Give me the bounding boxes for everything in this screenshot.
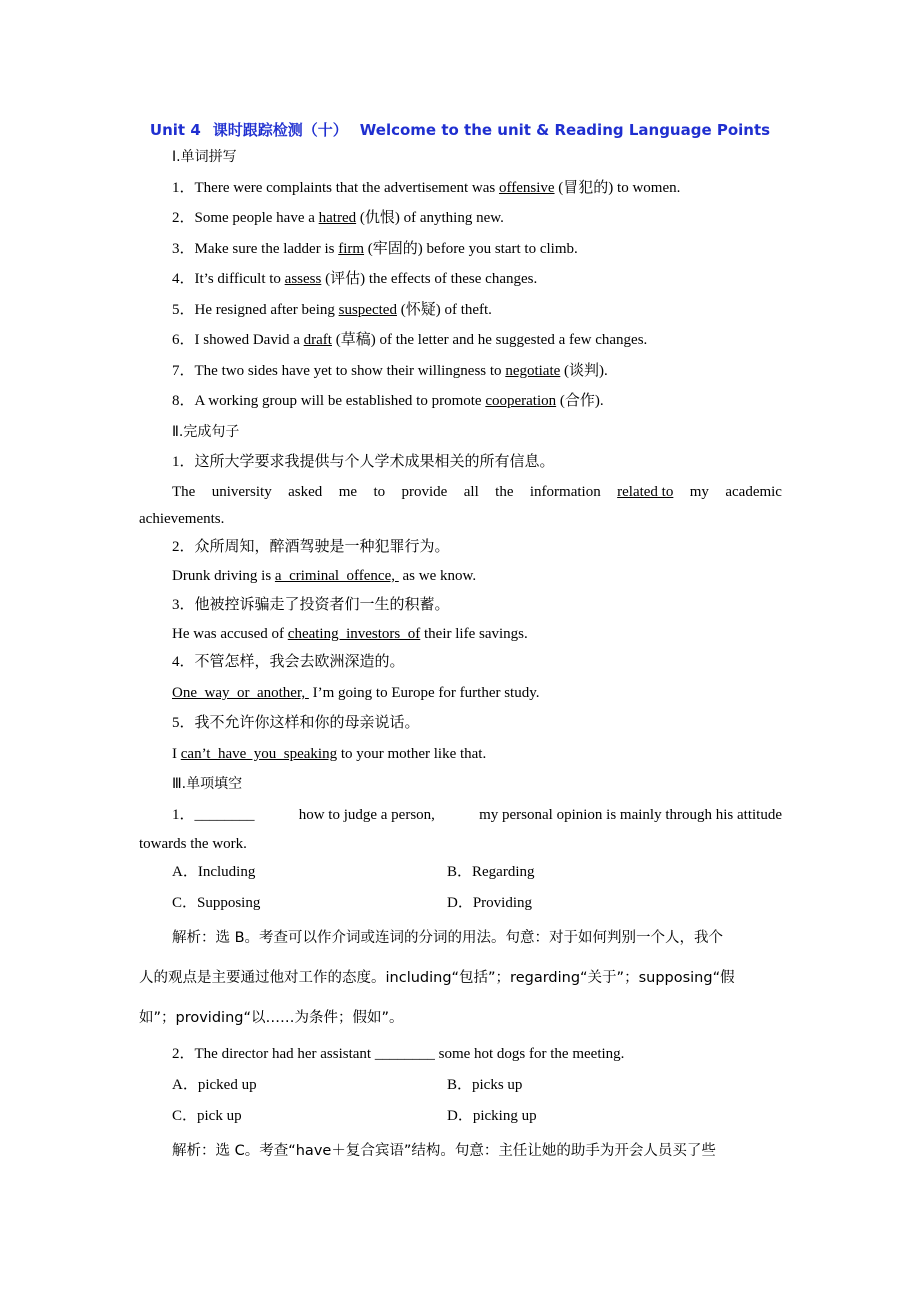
- sentence-word: The: [172, 484, 196, 500]
- sentence-answer: cheating investors of: [287, 626, 421, 642]
- item-text: (牢固的) before you start to climb.: [364, 241, 578, 257]
- q2-explanation-line1: 解析：选 C。考查“have＋复合宾语”结构。句意：主任让她的助手为开会人员买了些: [172, 1143, 716, 1159]
- sentence-word: all: [463, 484, 479, 500]
- item-text: A working group will be established to promote: [194, 393, 486, 409]
- item-text: (怀疑) of theft.: [396, 302, 492, 318]
- sentence-cn: 2．众所周知，醉酒驾驶是一种犯罪行为。: [172, 539, 450, 555]
- sentence-word: information: [529, 484, 601, 500]
- spelling-item: [172, 239, 578, 259]
- sentence-text: I’m going to Europe for further study.: [308, 685, 540, 701]
- sentence-text: their life savings.: [420, 626, 528, 642]
- sentence-1-cn: 1．这所大学要求我提供与个人学术成果相关的所有信息。: [172, 454, 555, 470]
- q2-option-a: A．picked up: [172, 1077, 257, 1093]
- sentence-cn: 3．他被控诉骗走了投资者们一生的积蓄。: [172, 597, 450, 613]
- q1-option-c: C．Supposing: [172, 895, 261, 911]
- item-text: (谈判).: [560, 363, 608, 379]
- spelling-item: [172, 300, 492, 320]
- section-heading-spelling: Ⅰ.单词拼写: [172, 149, 237, 165]
- question-1-stem-line2: towards the work.: [139, 836, 247, 852]
- item-answer: negotiate: [505, 363, 561, 379]
- sentence-word: academic: [725, 484, 782, 500]
- item-number: 6．: [172, 332, 195, 348]
- q2-option-d: D．picking up: [447, 1108, 537, 1124]
- sentence-word: my: [689, 484, 709, 500]
- item-answer: assess: [284, 271, 322, 287]
- q1-option-b: B．Regarding: [447, 864, 535, 880]
- item-number: 1．: [172, 180, 195, 196]
- spelling-item: [172, 391, 604, 411]
- item-text: Some people have a: [194, 210, 319, 226]
- item-text: He resigned after being: [194, 302, 339, 318]
- title-en: Welcome to the unit & Reading Language Points: [359, 121, 771, 139]
- item-number: 3．: [172, 241, 195, 257]
- sentence-en: [172, 566, 476, 586]
- item-text: (仇恨) of anything new.: [356, 210, 504, 226]
- item-text: (冒犯的) to women.: [554, 180, 681, 196]
- item-answer: cooperation: [485, 393, 557, 409]
- sentence-word: to: [373, 484, 386, 500]
- item-answer: hatred: [318, 210, 357, 226]
- question-1-num-blank: 1．________: [172, 807, 255, 823]
- sentence-en: [172, 683, 540, 703]
- sentence-text: He was accused of: [172, 626, 288, 642]
- item-number: 7．: [172, 363, 195, 379]
- question-1-phrase: how to judge a person,: [298, 807, 435, 823]
- q1-option-a: A．Including: [172, 864, 256, 880]
- q1-explanation-line2: 人的观点是主要通过他对工作的态度。including“包括”；regarding“关于”；supposing“假: [139, 970, 735, 986]
- sentence-word: provide: [401, 484, 448, 500]
- q2-option-c: C．pick up: [172, 1108, 242, 1124]
- spelling-item: [172, 208, 504, 228]
- item-text: (草稿) of the letter and he suggested a few changes.: [331, 332, 648, 348]
- sentence-text: as we know.: [398, 568, 477, 584]
- title-unit: Unit 4: [149, 121, 201, 139]
- q1-explanation-line1: 解析：选 B。考查可以作介词或连词的分词的用法。句意：对于如何判别一个人，我个: [172, 930, 724, 946]
- item-number: 5．: [172, 302, 195, 318]
- sentence-word: the: [495, 484, 514, 500]
- item-number: 2．: [172, 210, 195, 226]
- item-text: Make sure the ladder is: [194, 241, 339, 257]
- question-1-rest: my personal opinion is mainly through his attitude: [479, 807, 782, 823]
- question-2-stem: 2．The director had her assistant ________ some hot dogs for the meeting.: [172, 1046, 625, 1062]
- question-1-stem-line1: [172, 805, 782, 825]
- sentence-1-en-line2: achievements.: [139, 511, 225, 527]
- spelling-item: [172, 361, 608, 381]
- q2-option-b: B．picks up: [447, 1077, 523, 1093]
- sentence-text: I: [172, 746, 181, 762]
- sentence-answer: related to: [617, 484, 674, 500]
- item-answer: draft: [303, 332, 332, 348]
- item-text: I showed David a: [194, 332, 304, 348]
- q1-option-d: D．Providing: [447, 895, 533, 911]
- sentence-answer: One way or another,: [172, 685, 309, 701]
- item-text: (合作).: [556, 393, 604, 409]
- sentence-en: [172, 744, 486, 764]
- section-heading-sentences: Ⅱ.完成句子: [172, 424, 240, 440]
- sentence-text: Drunk driving is: [172, 568, 275, 584]
- item-text: (评估) the effects of these changes.: [321, 271, 538, 287]
- item-number: 8．: [172, 393, 195, 409]
- page-title: [0, 119, 920, 140]
- item-text: The two sides have yet to show their willingness to: [194, 363, 506, 379]
- title-cn: 课时跟踪检测（十）: [212, 121, 348, 139]
- item-answer: offensive: [498, 180, 555, 196]
- sentence-en: [172, 624, 528, 644]
- sentence-word: me: [338, 484, 358, 500]
- sentence-answer: a criminal offence,: [274, 568, 399, 584]
- section-heading-choice: Ⅲ.单项填空: [172, 776, 243, 792]
- sentence-answer: can’t have you speaking: [180, 746, 338, 762]
- item-text: There were complaints that the advertisement was: [194, 180, 499, 196]
- item-answer: firm: [338, 241, 365, 257]
- spelling-item: [172, 330, 647, 350]
- sentence-word: asked: [288, 484, 323, 500]
- spelling-item: [172, 178, 680, 198]
- item-answer: suspected: [338, 302, 397, 318]
- q1-explanation-line3: 如”；providing“以……为条件；假如”。: [139, 1010, 404, 1026]
- sentence-1-en-line1: [172, 482, 782, 502]
- sentence-cn: 4．不管怎样，我会去欧洲深造的。: [172, 654, 405, 670]
- item-text: It’s difficult to: [194, 271, 285, 287]
- sentence-word: university: [211, 484, 272, 500]
- spelling-item: [172, 269, 537, 289]
- sentence-text: to your mother like that.: [337, 746, 487, 762]
- sentence-cn: 5．我不允许你这样和你的母亲说话。: [172, 715, 420, 731]
- item-number: 4．: [172, 271, 195, 287]
